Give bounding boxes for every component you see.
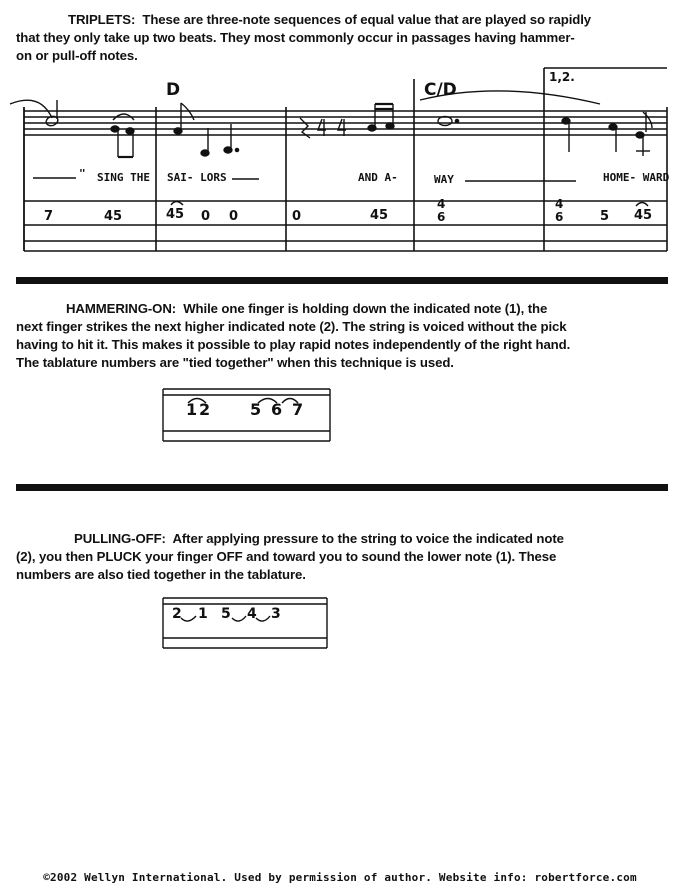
copyright-footer: ©2002 Wellyn International. Used by permission of author. Website info: robertforce.com — [43, 871, 637, 884]
pulling-line-2: (2), you then PLUCK your finger OFF and toward you to sound the lower note (1). These — [16, 549, 557, 564]
lyric-homeward: HOME- WARD — [603, 171, 670, 184]
tab-number: 45 — [370, 208, 389, 223]
tab-number: 45 — [634, 208, 653, 223]
tab-number: 0 — [229, 209, 239, 224]
music-staff-graphic — [0, 0, 680, 280]
triplets-line-2: that they only take up two beats. They most commonly occur in passages having hammer- — [16, 30, 575, 45]
tab-number: 4 — [437, 197, 446, 211]
tab-number: 45 — [166, 207, 185, 222]
pull-tab-number: 1 — [198, 606, 208, 622]
lyric-and-a: AND A- — [358, 171, 398, 184]
pull-tab-number: 3 — [271, 606, 281, 622]
hammering-heading: HAMMERING-ON: — [66, 301, 177, 316]
hammer-tab-number: 5 — [250, 400, 262, 419]
tab-number: 0 — [292, 209, 302, 224]
tab-number: 45 — [104, 209, 123, 224]
hammering-tab-graphic — [0, 385, 680, 445]
tab-number: 7 — [44, 209, 54, 224]
pulling-heading: PULLING-OFF: — [74, 531, 166, 546]
pulling-line-3: numbers are also tied together in the tablature. — [16, 567, 306, 582]
chord-symbol-1: D — [166, 80, 181, 100]
pull-tab-number: 2 — [172, 606, 182, 622]
lyric-way: WAY — [434, 173, 454, 186]
hammer-tab-number: 7 — [292, 400, 304, 419]
tab-number: 5 — [600, 209, 610, 224]
hammering-line-3: having to hit it. This makes it possible to play rapid notes independently of the right hand. — [16, 337, 571, 352]
tab-number: 6 — [555, 210, 564, 224]
tab-number: 4 — [555, 197, 564, 211]
hammer-tab-number: 1 — [186, 400, 198, 419]
triplets-line-3: on or pull-off notes. — [16, 48, 138, 63]
lyric-quote: " — [79, 167, 86, 180]
triplets-line-1: These are three-note sequences of equal value that are played so rapidly — [142, 12, 592, 27]
hammer-tab-number: 2 — [199, 400, 211, 419]
hammering-line-1: While one finger is holding down the indicated note (1), the — [183, 301, 548, 316]
pull-tab-number: 5 — [221, 606, 231, 622]
pulling-paragraph — [16, 530, 666, 584]
tab-number: 6 — [437, 210, 446, 224]
ending-label: 1,2. — [549, 70, 575, 84]
pull-tab-number: 4 — [247, 606, 257, 622]
chord-symbol-2: C/D — [424, 80, 457, 100]
hammering-line-4: The tablature numbers are "tied together" when this technique is used. — [16, 355, 454, 370]
pulling-tab-graphic — [0, 594, 680, 654]
hammering-paragraph — [16, 300, 666, 372]
section-divider — [16, 484, 668, 491]
pulling-line-1: After applying pressure to the string to voice the indicated note — [172, 531, 564, 546]
tab-number: 0 — [201, 209, 211, 224]
section-divider — [16, 277, 668, 284]
lyric-sailors: SAI- LORS — [167, 171, 227, 184]
hammer-tab-number: 6 — [271, 400, 283, 419]
lyric-sing-the: SING THE — [97, 171, 150, 184]
hammering-line-2: next finger strikes the next higher indicated note (2). The string is voiced without the pick — [16, 319, 567, 334]
triplets-heading: TRIPLETS: — [68, 12, 136, 27]
